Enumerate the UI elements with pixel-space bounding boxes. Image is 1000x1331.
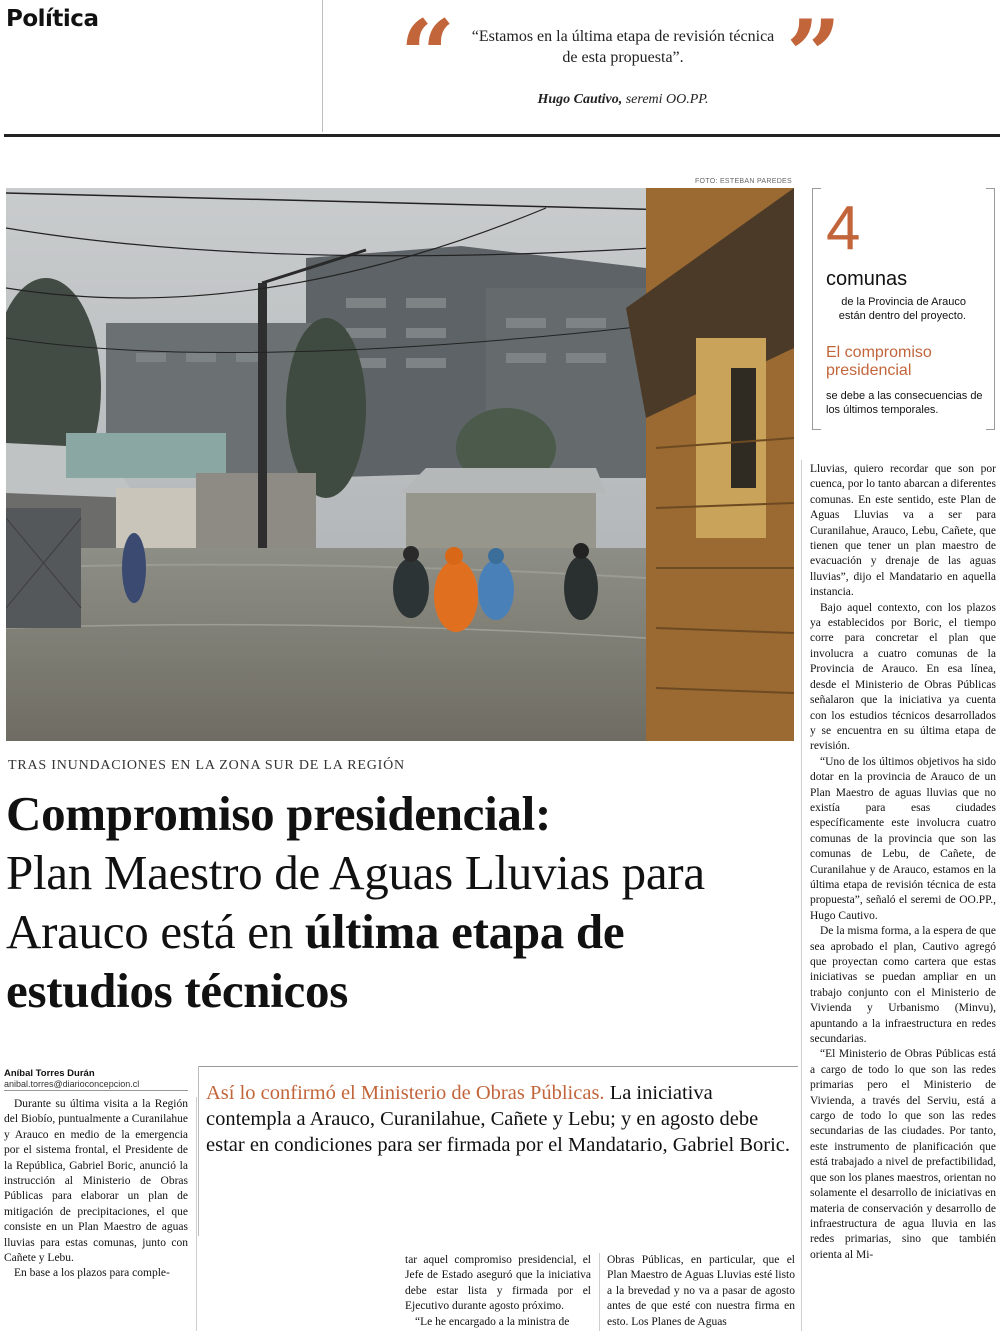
paragraph: tar aquel compromiso presidencial, el Jefe de Estado aseguró que la iniciativa debe estar lista y firmada por el Ejecutivo durante agosto próximo. xyxy=(405,1254,591,1313)
header-rule xyxy=(4,134,1000,137)
author-name: Aníbal Torres Durán xyxy=(4,1068,95,1079)
body-column-1 xyxy=(4,1097,188,1282)
close-quote-icon: ” xyxy=(786,0,842,112)
article-lead xyxy=(206,1080,796,1158)
paragraph: Bajo aquel contexto, con los plazos ya establecidos por Boric, el tiempo corre para concretar el plan que involucra a cuatro comunas de la Provincia de Arauco. En esa línea, desde el Ministerio de Obras Públicas señalaron que la iniciativa ya cuenta con los estudios técnicos desarrollados y se encuentra en su última etapa de revisión. xyxy=(810,601,996,753)
paragraph: Obras Públicas, en particular, que el Plan Maestro de Aguas Lluvias esté listo a la brevedad y no va a pasar de agosto antes de que esté con nuestra firma en esto. Los Planes de Aguas xyxy=(607,1254,795,1328)
headline-regular: Plan Maestro de Aguas Lluvias para Arauco está en xyxy=(6,845,705,959)
flood-photo xyxy=(6,188,794,741)
paragraph: De la misma forma, a la espera de que sea aprobado el plan, Cautivo agregó que proyectan como cartera que estas iniciativas se puedan ampliar en un trabajo conjunto con el Ministerio de Vivienda y Urbanismo (Minvu), apuntando a la infraestructura en redes secundarias. xyxy=(810,925,996,1046)
article-kicker: TRAS INUNDACIONES EN LA ZONA SUR DE LA REGIÓN xyxy=(8,758,405,773)
byline-rule xyxy=(4,1090,188,1091)
headline-bold-lead: Compromiso presidencial: xyxy=(6,786,551,841)
quote-author-name: Hugo Cautivo, xyxy=(537,92,623,107)
stat-description: de la Provincia de Arauco están dentro del proyecto. xyxy=(838,296,966,322)
body-column-3 xyxy=(607,1253,795,1330)
stat-box-bracket-right xyxy=(986,188,995,430)
paragraph: En base a los plazos para comple- xyxy=(14,1267,170,1280)
photo-credit: FOTO: ESTEBAN PAREDES xyxy=(694,178,792,185)
author-email: anibal.torres@diarioconcepcion.cl xyxy=(4,1079,140,1089)
column-gutter xyxy=(599,1253,600,1331)
sidebar-title: El compromiso presidencial xyxy=(826,344,932,379)
stat-unit: comunas xyxy=(826,268,908,290)
column-gutter xyxy=(801,460,802,1331)
stat-box-bracket-left xyxy=(812,188,821,430)
paragraph: Lluvias, quiero recordar que son por cuenca, por lo tanto abarcan a diferentes comunas. En este sentido, este Plan de Aguas Lluvias va a ser para Curanilahue, Arauco, Lebu, Cañete, que tienen que tener un plan maestro de evacuación y drenaje de las aguas lluvias”, dijo el Mandatario en aquella instancia. xyxy=(810,463,996,599)
pull-quote-author xyxy=(470,92,776,108)
section-title: Política xyxy=(6,6,99,32)
header-divider xyxy=(322,0,323,132)
paragraph: “Uno de los últimos objetivos ha sido dotar en la provincia de Arauco de un Plan Maestro de aguas lluvias que no existía para esas ciudades específicamente este involucra cuatro comunas de la provincia que son las comunas de Lebu, de Cañete, de Curanilahue y de Arauco, estamos en la última etapa de revisión técnica de esta propuesta”, señaló el seremi de OO.PP., Hugo Cautivo. xyxy=(810,755,996,922)
column-gutter xyxy=(196,1097,197,1331)
lead-vertical-rule xyxy=(198,1066,199,1236)
body-column-4 xyxy=(810,462,996,1263)
pull-quote-text: “Estamos en la última etapa de revisión técnica de esta propuesta”. xyxy=(471,28,775,66)
quote-author-role: seremi OO.PP. xyxy=(622,92,709,107)
paragraph: “Le he encargado a la ministra de xyxy=(415,1315,570,1328)
article-headline xyxy=(6,784,796,1020)
paragraph: Durante su última visita a la Región del Biobío, puntualmente a Curanilahue y Arauco en medio de la emergencia por el sistema frontal, el Presidente de la República, Gabriel Boric, anunció la instrucción al Ministerio de Obras Públicas para elaborar un plan de mitigación de precipitaciones, el que consiste en un Plan Maestro de aguas lluvias para estas comunas, junto con Cañete y Lebu. xyxy=(4,1098,188,1265)
paragraph: “El Ministerio de Obras Públicas está a cargo de todo lo que son las redes primarias pero el Ministerio de Vivienda, a través del Serviu, está a cargo de todo lo que son las redes secundarias de las ciudades. Por tanto, este instrumento de planificación que está trabajado a nivel de prefactibilidad, que son los planes maestros, orientan no solamente el desarrollo de iniciativas en materia de conservación y desarrollo de infraestructura de agua lluvia en las redes primarias, sino que también orienta al Mi- xyxy=(810,1048,996,1261)
lead-rule xyxy=(198,1066,798,1067)
lead-text: La iniciativa contempla a Arauco, Curanilahue, Cañete y Lebu; y en agosto debe estar en condiciones para ser firmada por el Mandatario, Gabriel Boric. xyxy=(206,1082,791,1156)
stat-number: 4 xyxy=(826,194,861,263)
headline-bold-tail: última etapa de estudios técnicos xyxy=(6,904,625,1018)
open-quote-icon: “ xyxy=(400,0,456,112)
sidebar-description: se debe a las consecuencias de los últimos temporales. xyxy=(826,390,983,416)
lead-highlight: Así lo confirmó el Ministerio de Obras Públicas. xyxy=(206,1082,605,1104)
body-column-2 xyxy=(405,1253,591,1330)
